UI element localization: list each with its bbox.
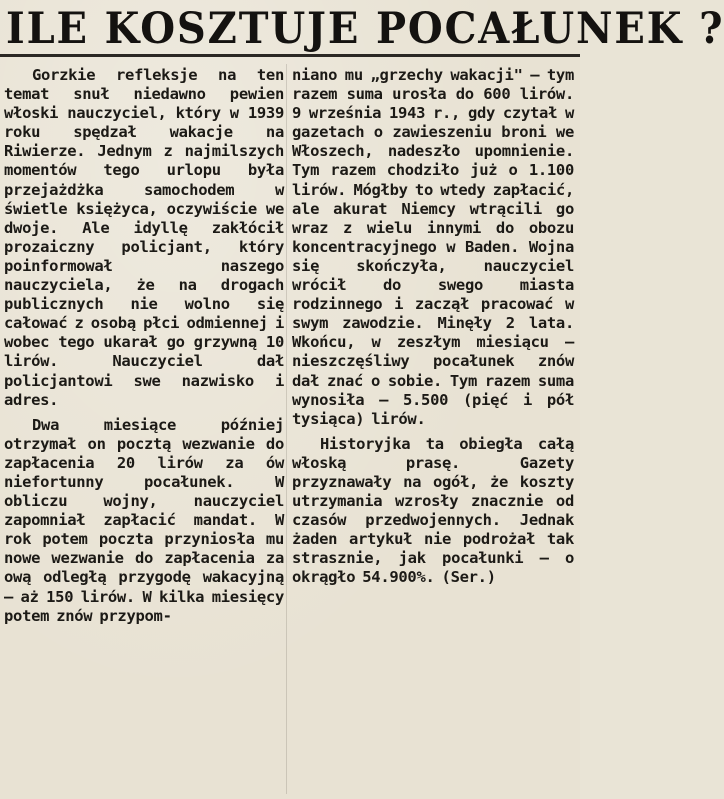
headline: ILE KOSZTUJE POCAŁUNEK ? — [6, 4, 724, 54]
article-column-left — [4, 66, 284, 632]
paragraph: niano mu „grzechy wakacji" — tym razem suma urosła do 600 lirów. 9 września 1943 r., gdy czytał w gazetach o zawieszeniu broni we Włoszech, nadeszło upomnienie. Tym razem chodziło już o 1.100 lirów. Mógłby to wtedy zapłacić, ale akurat Niemcy wtrącili go wraz z wielu innymi do obozu koncentracyjnego w Baden. Wojna się skończyła, nauczyciel wrócił do swego miasta rodzinnego i zaczął pracować w swym zawodzie. Minęły 2 lata. Wkońcu, w zeszłym miesiącu — nieszczęśliwy pocałunek znów dał znać o sobie. Tym razem suma wynosiła — 5.500 (pięć i pół tysiąca) lirów. — [292, 66, 574, 428]
paragraph: Historyjka ta obiegła całą włoską prasę. Gazety przyznawały na ogół, że koszty utrzymania wzrosły znacznie od czasów przedwojennych. Jednak żaden artykuł nie podrożał tak strasznie, jak pocałunki — o okrągło 54.900%. (Ser.) — [292, 434, 574, 587]
column-gutter — [286, 64, 287, 794]
paragraph: Gorzkie refleksje na ten temat snuł niedawno pewien włoski nauczyciel, który w 1939 roku spędzał wakacje na Riwierze. Jednym z najmilszych momentów tego urlopu była przejażdżka samochodem w świetle księżyca, oczywiście we dwoje. Ale idyllę zakłócił prozaiczny policjant, który poinformował naszego nauczyciela, że na drogach publicznych nie wolno się całować z osobą płci odmiennej i wobec tego ukarał go grzywną 10 lirów. Nauczyciel dał policjantowi swe nazwisko i adres. — [4, 66, 284, 409]
headline-rule — [0, 54, 580, 57]
article-column-right — [292, 66, 574, 594]
paragraph: Dwa miesiące później otrzymał on pocztą wezwanie do zapłacenia 20 lirów za ów niefortunny pocałunek. W obliczu wojny, nauczyciel zapomniał zapłacić mandat. W rok potem poczta przyniosła mu nowe wezwanie do zapłacenia za ową odległą przygodę wakacyjną — aż 150 lirów. W kilka miesięcy potem znów przypom- — [4, 415, 284, 625]
